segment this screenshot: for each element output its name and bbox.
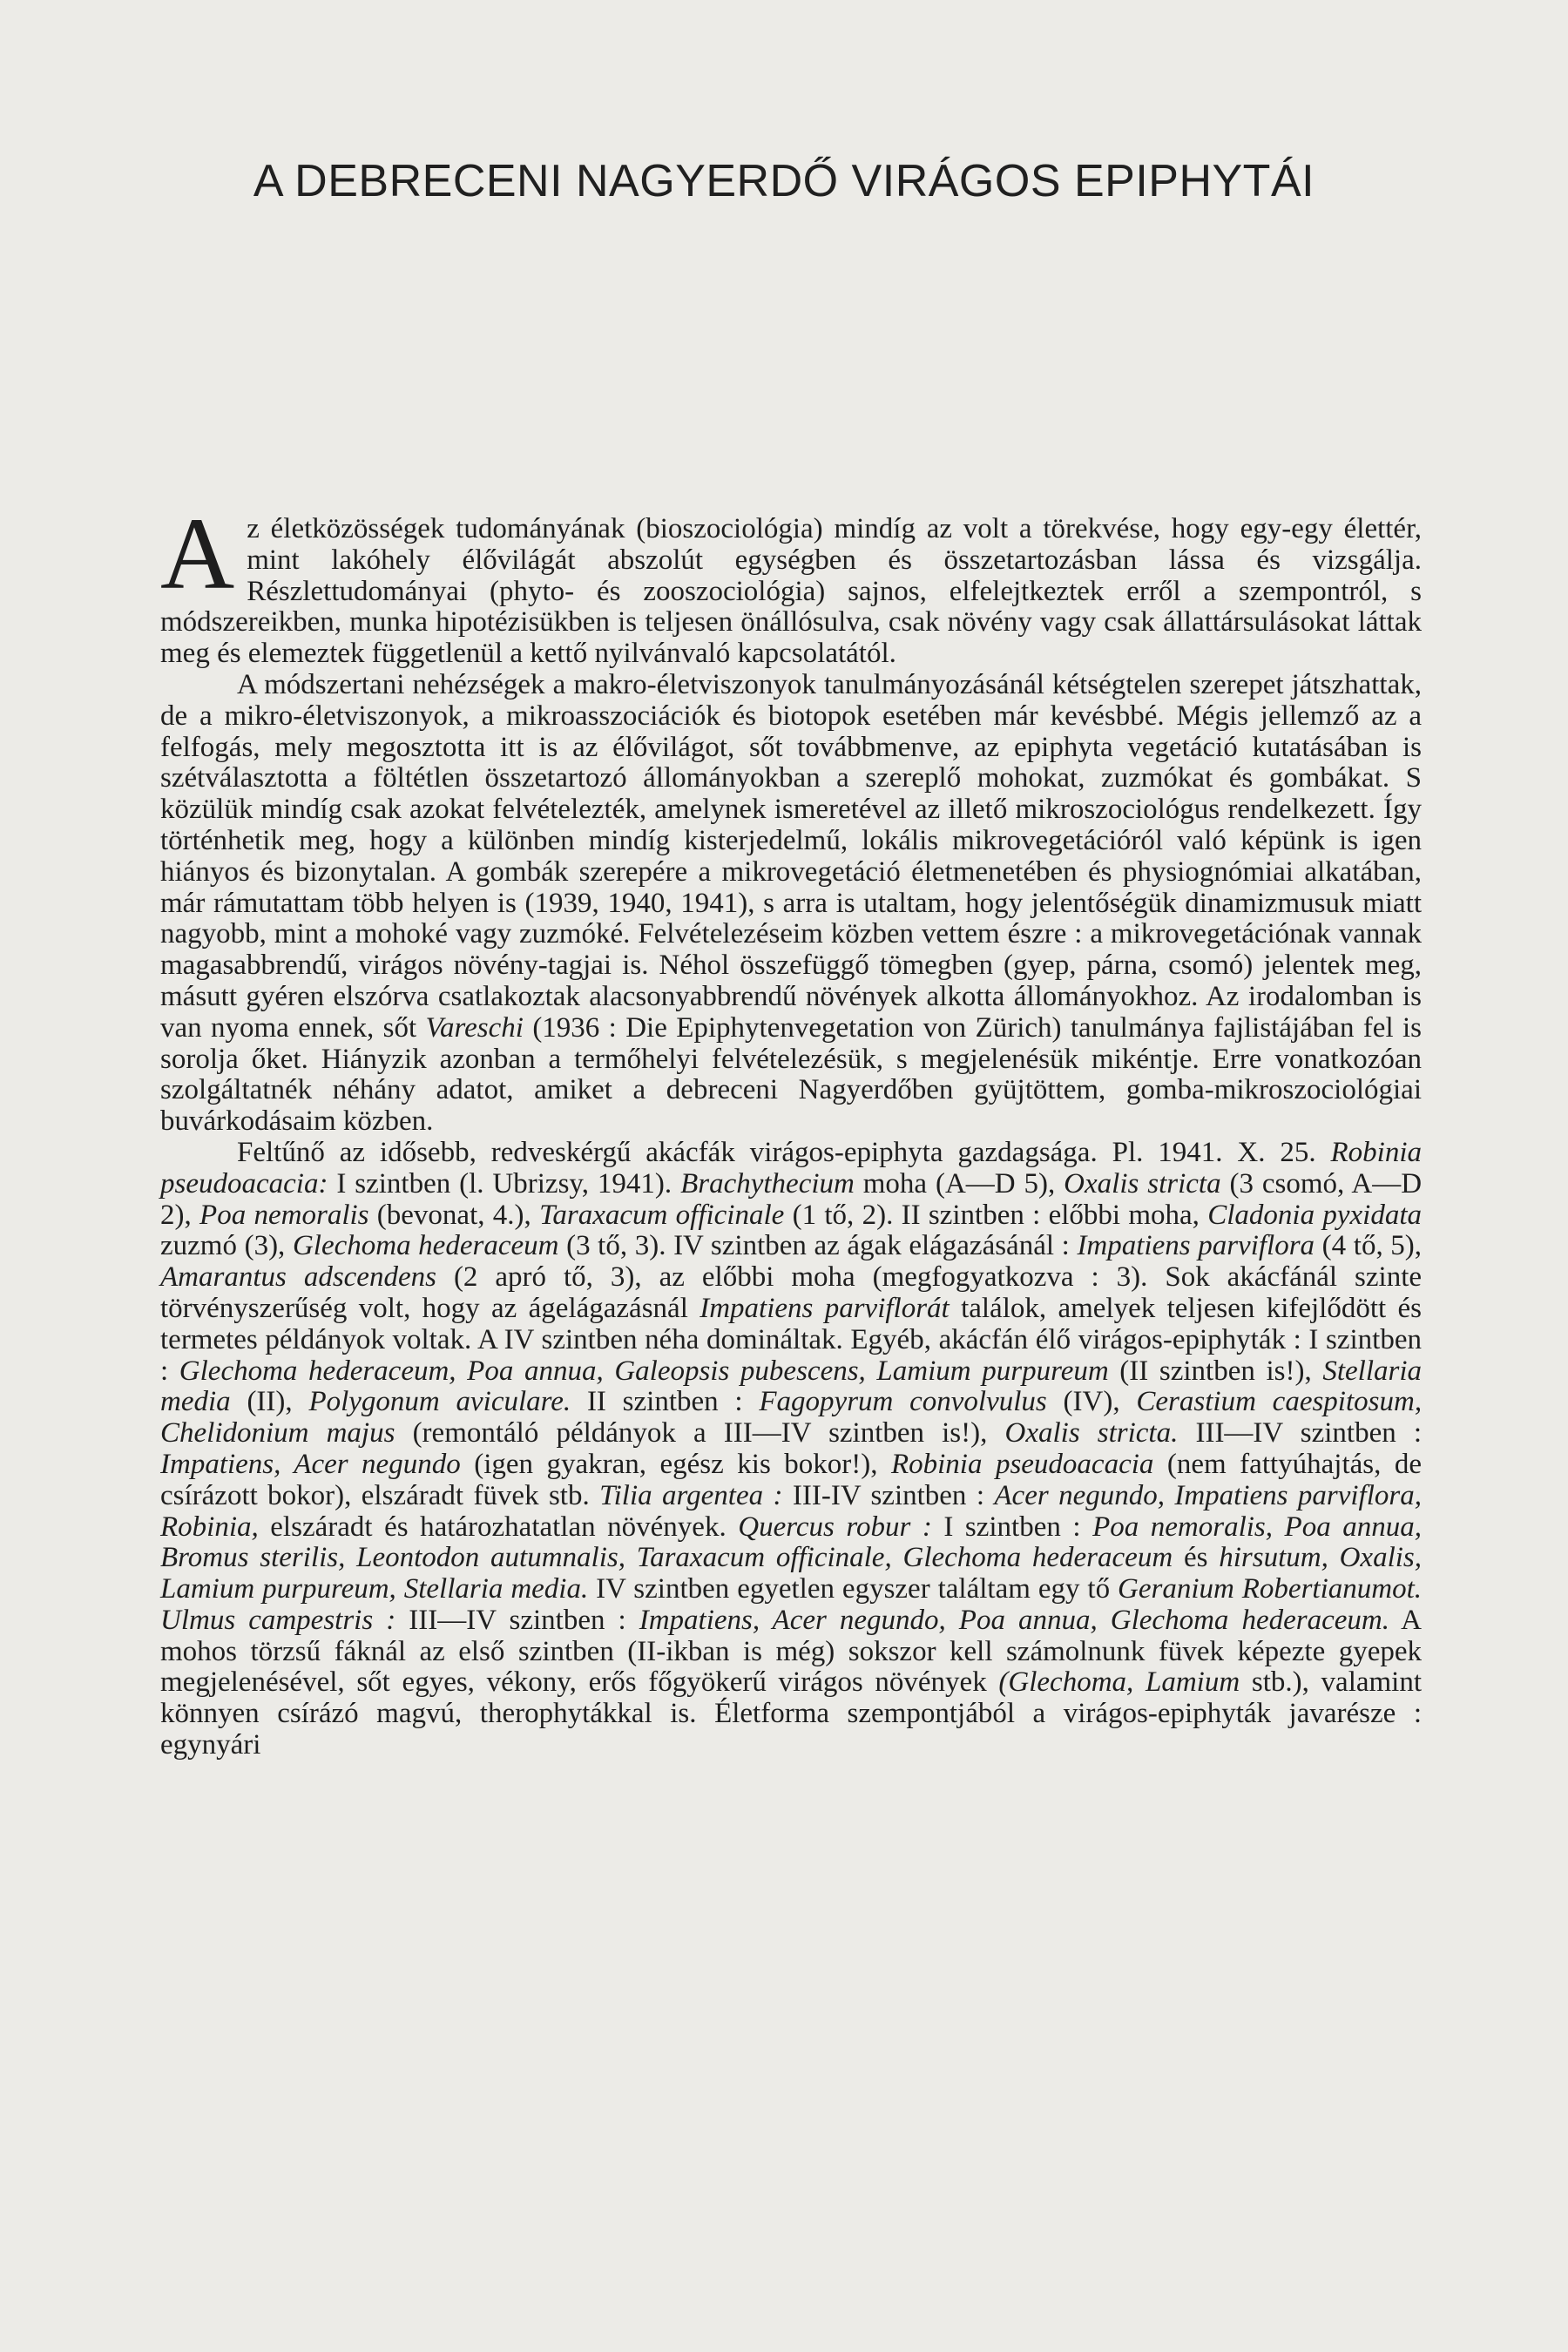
text-run: zuzmó (3),: [160, 1230, 286, 1262]
text-run: III—IV szintben :: [409, 1604, 626, 1636]
text-run: (1 tő, 2). II szintben : előbbi moha,: [792, 1199, 1200, 1231]
paragraph-intro: [160, 497, 1422, 670]
page-title: A DEBRECENI NAGYERDŐ VIRÁGOS EPIPHYTÁI: [253, 156, 1315, 206]
species-name: Glechoma hederaceum: [292, 1230, 559, 1262]
species-name: Impatiens parviflora: [1077, 1230, 1315, 1262]
text-run: Feltűnő az idősebb, redveskérgű akácfák virágos-epiphyta gazdagsága. Pl. 1941. X. 25.: [237, 1136, 1316, 1168]
species-name: Brachythecium: [680, 1167, 855, 1200]
text-run: (II szintben is!),: [1119, 1355, 1312, 1387]
species-name: Poa nemoralis, Poa annua, Bromus sterilis, Leontodon autumnalis, Taraxacum officinale, Glechoma hederaceum: [160, 1511, 1422, 1574]
text-run: I szintben (l. Ubrizsy, 1941).: [336, 1167, 672, 1200]
author-name: Vareschi: [425, 1011, 524, 1044]
paragraph-methods-tail: (1936 : Die Epiphytenvegetation von Zürich) tanulmánya fajlistájában fel is sorolja őket. Hiányzik azonban a termőhelyi felvételezésük, s megjelenésük mikéntje. Erre vonatkozóan szolgáltatnék néhány adatot, amiket a debreceni Nagyerdőben gyüjtöttem, gomba-mikroszociológiai buvárkodásaim közben.: [160, 1011, 1422, 1138]
species-name: Cladonia pyxidata: [1207, 1199, 1423, 1231]
species-name: Robinia pseudoacacia:: [160, 1136, 1422, 1200]
text-run: találok, amelyek teljesen kifejlődött és termetes példányok voltak. A IV szintben néha domináltak. Egyéb, akácfán élő virágos-epiphyták : I szintben :: [160, 1292, 1423, 1387]
species-name: Geranium Robertianumot. Ulmus campestris :: [160, 1573, 1422, 1636]
text-run: (remontáló példányok a III—IV szintben is!),: [412, 1417, 988, 1450]
paragraph-intro-text: z életközösségek tudományának (bioszociológia) mindíg az volt a törekvése, hogy egy-egy élettér, mint lakóhely élővilágát abszolút egységben és összetartozásban lássa és vizsgálja. Részlettudományai (phyto- és zooszociológia) sajnos, elfelejtkeztek erről a szempontról, s módszereikben, munka hipotézisükben is teljesen önállósulva, csak növény vagy csak állattársulásokat láttak meg és elemeztek függetlenül a kettő nyilvánvaló kapcsolatától.: [160, 513, 1422, 670]
species-name: Impatiens, Acer negundo, Poa annua, Glechoma hederaceum.: [639, 1604, 1389, 1636]
text-run: stb.), valamint könnyen csírázó magvú, therophytákkal is. Életforma szempontjából a virágos-epiphyták javarésze : egynyári: [160, 1666, 1423, 1761]
text-run: moha (A—D 5),: [862, 1167, 1056, 1200]
text-run: (4 tő, 5),: [1321, 1230, 1423, 1262]
text-run: IV szintben egyetlen egyszer találtam egy tő: [596, 1573, 1111, 1605]
species-name: Oxalis stricta.: [1004, 1417, 1179, 1450]
species-name: Glechoma hederaceum, Poa annua, Galeopsis pubescens, Lamium purpureum: [179, 1355, 1109, 1387]
species-name: (Glechoma, Lamium: [998, 1666, 1240, 1699]
species-name: Oxalis stricta: [1064, 1167, 1221, 1200]
text-run: (igen gyakran, egész kis bokor!),: [474, 1448, 878, 1480]
text-run: I szintben :: [943, 1511, 1081, 1543]
text-run: (2 apró tő, 3), az előbbi moha (megfogyatkozva : 3). Sok akácfánál szinte törvényszerűség volt, hogy az ágelágazásnál: [160, 1261, 1423, 1324]
species-name: Stellaria media: [160, 1355, 1423, 1418]
text-run: (II),: [247, 1386, 293, 1418]
text-run: és: [1183, 1542, 1208, 1574]
species-name: Tilia argentea :: [599, 1479, 783, 1511]
text-run: (IV),: [1063, 1386, 1120, 1418]
species-name: hirsutum, Oxalis, Lamium purpureum, Stellaria media.: [160, 1542, 1423, 1605]
text-run: (3 tő, 3). IV szintben az ágak elágazásánál :: [566, 1230, 1070, 1262]
text-run: (3 csomó, A—D 2),: [160, 1167, 1423, 1231]
species-name: Quercus robur :: [738, 1511, 932, 1543]
species-name: Poa nemoralis: [199, 1199, 369, 1231]
text-run: elszáradt és határozhatatlan növények.: [270, 1511, 727, 1543]
species-name: Fagopyrum convolvulus: [759, 1386, 1047, 1418]
text-run: II szintben :: [586, 1386, 743, 1418]
text-run: (bevonat, 4.),: [376, 1199, 531, 1231]
species-name: Robinia pseudoacacia: [890, 1448, 1154, 1480]
species-name: Polygonum aviculare.: [308, 1386, 571, 1418]
paragraph-observations: [160, 1138, 1422, 1761]
drop-cap: A: [160, 497, 235, 611]
text-run: (nem fattyúhajtás, de csírázott bokor), elszáradt füvek stb.: [160, 1448, 1423, 1511]
species-name: Impatiens parviflorát: [700, 1292, 950, 1324]
article-body: [160, 497, 1423, 1761]
paragraph-methods: [160, 670, 1422, 1138]
text-run: A mohos törzsű fáknál az első szintben (II-ikban is még) sokszor kell számolnunk füvek képezte gyepek megjelenésével, sőt egyes, vékony, erős főgyökerű virágos növények: [160, 1604, 1423, 1699]
species-name: Cerastium caespitosum, Chelidonium majus: [160, 1386, 1423, 1450]
text-run: III—IV szintben :: [1195, 1417, 1423, 1450]
text-run: III-IV szintben :: [792, 1479, 984, 1511]
species-name: Impatiens, Acer negundo: [160, 1448, 461, 1480]
species-name: Taraxacum officinale: [539, 1199, 785, 1231]
paragraph-methods-text: A módszertani nehézségek a makro-életviszonyok tanulmányozásánál kétségtelen szerepet játszhattak, de a mikro-életviszonyok, a mikroasszociációk és biotopok esetében már kevésbbé. Mégis jellemző az a felfogás, mely megosztotta itt is az élővilágot, sőt továbbmenve, az epiphyta vegetáció kutatásában is szétválasztotta a föltétlen összetartozó állományokban a szereplő mohokat, zuzmókat és gombákat. S közülük mindíg csak azokat felvételezték, amelynek ismeretével az illető mikroszociológus rendelkezett. Így történhetik meg, hogy a különben mindíg kisterjedelmű, lokális mikrovegetációról való képünk is igen hiányos és bizonytalan. A gombák szerepére a mikrovegetáció életmenetében és physiognómiai alkatában, már rámutattam több helyen is (1939, 1940, 1941), s arra is utaltam, hogy jelentőségük dinamizmusuk miatt nagyobb, mint a mohoké vagy zuzmóké. Felvételezéseim közben vettem észre : a mikrovegetációnak vannak magasabbrendű, virágos növény-tagjai is. Néhol összefüggő tömegben (gyep, párna, csomó) jelentek meg, másutt gyéren elszórva csatlakoztak alacsonyabbrendű növények alkotta állományokhoz. Az irodalomban is van nyoma ennek, sőt: [160, 668, 1422, 1044]
species-name: Acer negundo, Impatiens parviflora, Robinia,: [160, 1479, 1422, 1543]
species-name: Amarantus adscendens: [160, 1261, 436, 1294]
